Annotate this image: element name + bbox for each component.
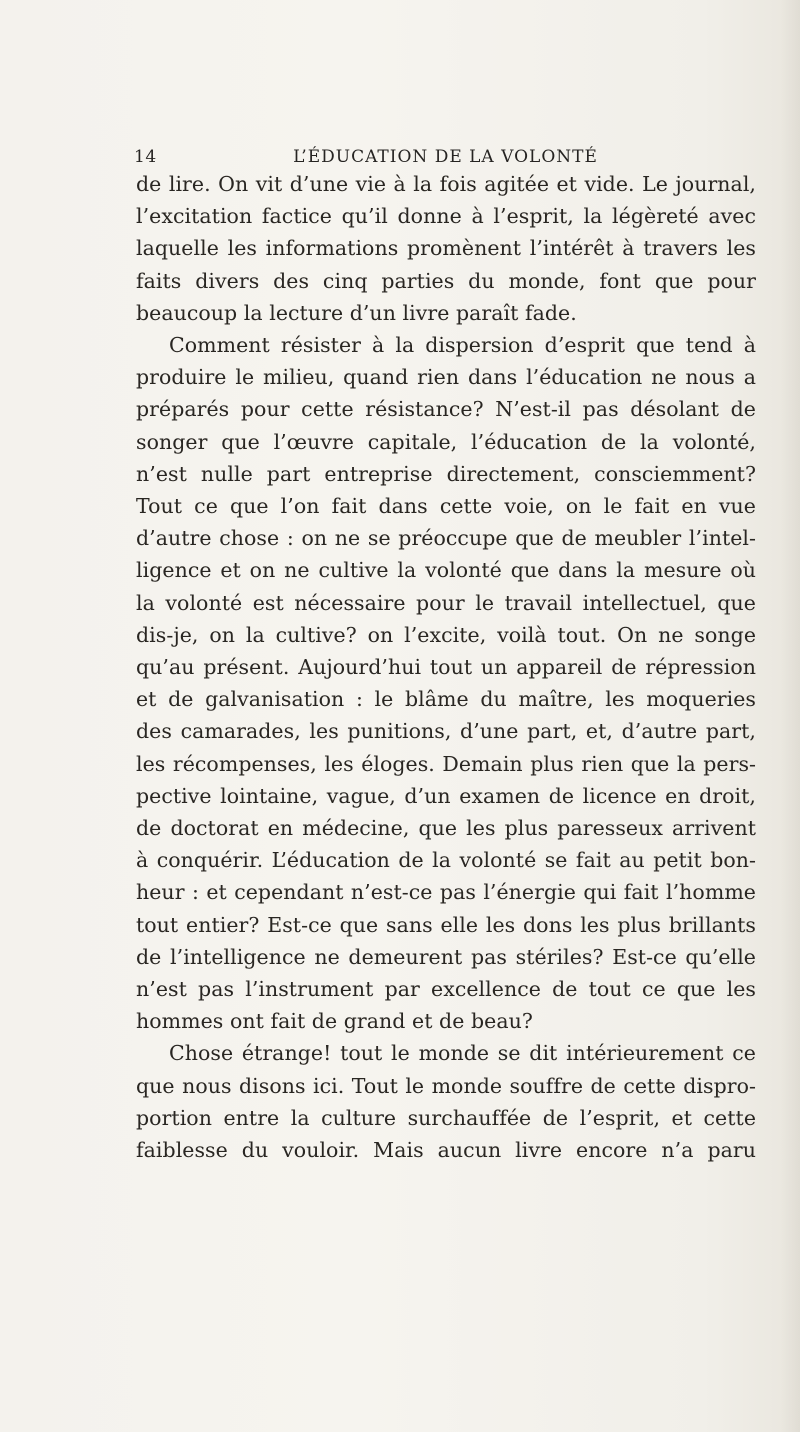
text-line: de lire. On vit d’une vie à la fois agitée et vide. Le journal, bbox=[136, 172, 756, 196]
text-line: qu’au présent. Aujourd’hui tout un appareil de répression bbox=[136, 655, 756, 680]
text-line: des camarades, les punitions, d’une part, et, d’autre part, bbox=[136, 719, 756, 744]
text-line: ligence et on ne cultive la volonté que dans la mesure où bbox=[136, 558, 756, 583]
text-line: tout entier? Est-ce que sans elle les dons les plus brillants bbox=[136, 912, 756, 937]
text-line: laquelle les informations promènent l’intérêt à travers les bbox=[136, 236, 756, 261]
text-line: faiblesse du vouloir. Mais aucun livre encore n’a paru bbox=[136, 1138, 756, 1163]
text-line: de l’intelligence ne demeurent pas stériles? Est-ce qu’elle bbox=[136, 944, 756, 969]
text-line: à conquérir. L’éducation de la volonté se fait au petit bon- bbox=[136, 848, 756, 873]
text-line: l’excitation factice qu’il donne à l’esprit, la légèreté avec bbox=[136, 204, 756, 229]
body-text bbox=[136, 168, 756, 1166]
text-line: que nous disons ici. Tout le monde souffre de cette dispro- bbox=[136, 1073, 756, 1098]
text-line: faits divers des cinq parties du monde, font que pour bbox=[136, 268, 756, 293]
text-line: pective lointaine, vague, d’un examen de licence en droit, bbox=[136, 783, 756, 808]
text-line: Chose étrange! tout le monde se dit intérieurement ce bbox=[169, 1041, 756, 1066]
text-line: n’est pas l’instrument par excellence de tout ce que les bbox=[136, 977, 756, 1002]
text-line: les récompenses, les éloges. Demain plus rien que la pers- bbox=[136, 751, 756, 776]
text-line: d’autre chose : on ne se préoccupe que de meubler l’intel- bbox=[136, 526, 756, 551]
text-line: hommes ont fait de grand et de beau? bbox=[136, 1009, 533, 1034]
page-edge-shadow bbox=[780, 0, 800, 1432]
text-line: beaucoup la lecture d’un livre paraît fade. bbox=[136, 300, 577, 325]
text-line: et de galvanisation : le blâme du maître, les moqueries bbox=[136, 687, 756, 712]
text-line: Tout ce que l’on fait dans cette voie, on le fait en vue bbox=[136, 494, 756, 519]
page-number: 14 bbox=[134, 147, 157, 167]
text-line: portion entre la culture surchauffée de l’esprit, et cette bbox=[136, 1105, 756, 1130]
text-line: produire le milieu, quand rien dans l’éducation ne nous a bbox=[136, 365, 756, 390]
text-line: dis-je, on la cultive? on l’excite, voilà tout. On ne songe bbox=[136, 622, 756, 647]
text-line: heur : et cependant n’est-ce pas l’énergie qui fait l’homme bbox=[136, 880, 756, 905]
text-line: Comment résister à la dispersion d’esprit que tend à bbox=[169, 333, 756, 358]
text-line: préparés pour cette résistance? N’est-il pas désolant de bbox=[136, 397, 756, 422]
text-line: de doctorat en médecine, que les plus paresseux arrivent bbox=[136, 816, 756, 841]
text-line: la volonté est nécessaire pour le travail intellectuel, que bbox=[136, 590, 756, 615]
running-title: L’ÉDUCATION DE LA VOLONTÉ bbox=[293, 147, 598, 167]
text-line: songer que l’œuvre capitale, l’éducation de la volonté, bbox=[136, 429, 756, 454]
text-line: n’est nulle part entreprise directement, consciemment? bbox=[136, 461, 756, 486]
